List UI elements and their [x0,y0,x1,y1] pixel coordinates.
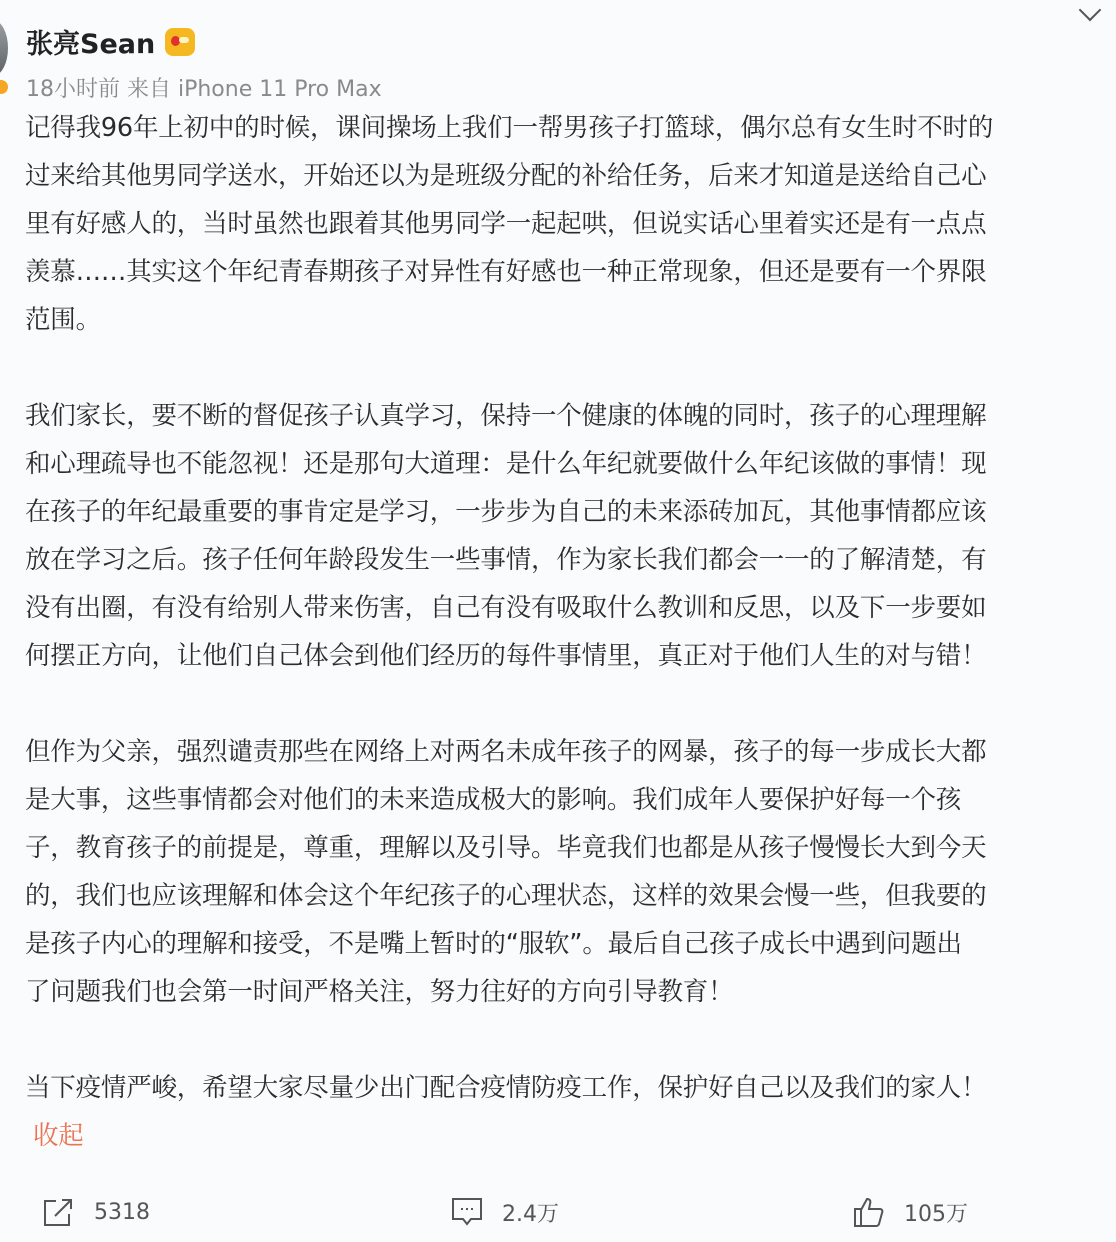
post-text-line: 是大事，这些事情都会对他们的未来造成极大的影响。我们成年人要保护好每一个孩 [25,785,962,815]
post-text-line: 和心理疏导也不能忽视！还是那句大道理：是什么年纪就要做什么年纪该做的事情！现 [25,449,987,479]
action-bar [0,1196,1116,1240]
thumbs-up-icon [852,1196,886,1228]
repost-count: 5318 [94,1199,150,1225]
author-row [26,22,195,61]
member-crown-icon [165,28,195,56]
chevron-down-icon[interactable] [1079,0,1102,21]
post-meta: 18小时前 来自 iPhone 11 Pro Max [26,77,382,102]
paragraph-gap [25,1016,1105,1064]
post-text-line: 是孩子内心的理解和接受，不是嘴上暂时的“服软”。最后自己孩子成长中遇到问题出 [25,929,962,959]
paragraph-gap [25,344,1105,392]
post-text-line: 里有好感人的，当时虽然也跟着其他男同学一起起哄，但说实话心里着实还是有一点点 [25,209,987,239]
post-text-line: 但作为父亲，强烈谴责那些在网络上对两名未成年孩子的网暴，孩子的每一步成长大都 [25,737,987,767]
post-text-line: 放在学习之后。孩子任何年龄段发生一些事情，作为家长我们都会一一的了解清楚，有 [25,545,987,575]
author-name[interactable]: 张亮Sean [26,29,156,60]
post-text-line: 没有出圈，有没有给别人带来伤害，自己有没有吸取什么教训和反思，以及下一步要如 [25,593,987,623]
post-text-line: 何摆正方向，让他们自己体会到他们经历的每件事情里，真正对于他们人生的对与错！ [25,641,987,671]
post-text-line: 我们家长，要不断的督促孩子认真学习，保持一个健康的体魄的同时，孩子的心理理解 [25,401,987,431]
post-text-line: 在孩子的年纪最重要的事肯定是学习，一步步为自己的未来添砖加瓦，其他事情都应该 [25,497,987,527]
post-text-line: 子，教育孩子的前提是，尊重，理解以及引导。毕竟我们也都是从孩子慢慢长大到今天 [25,833,987,863]
repost-button[interactable] [42,1196,150,1228]
paragraph-gap [25,680,1105,728]
comment-button[interactable] [450,1196,559,1228]
post-text-line: 范围。 [25,305,101,335]
post-text-line: 羡慕……其实这个年纪青春期孩子对异性有好感也一种正常现象，但还是要有一个界限 [25,257,987,287]
post-text-line: 记得我96年上初中的时候，课间操场上我们一帮男孩子打篮球，偶尔总有女生时不时的 [25,113,994,143]
collapse-link[interactable]: 收起 [33,1121,84,1151]
verified-badge-icon [0,80,8,94]
post-text-line: 过来给其他男同学送水，开始还以为是班级分配的补给任务，后来才知道是送给自己心 [25,161,987,191]
comment-icon [450,1196,484,1228]
post-body [25,104,1105,1160]
like-count: 105万 [904,1201,968,1227]
avatar[interactable] [0,20,8,76]
post-text-line: 当下疫情严峻，希望大家尽量少出门配合疫情防疫工作，保护好自己以及我们的家人！ [25,1073,987,1103]
like-button[interactable] [852,1196,968,1228]
comment-count: 2.4万 [502,1201,559,1227]
repost-icon [42,1196,76,1228]
post-text-line: 的，我们也应该理解和体会这个年纪孩子的心理状态，这样的效果会慢一些，但我要的 [25,881,987,911]
post-text-line: 了问题我们也会第一时间严格关注，努力往好的方向引导教育！ [25,977,734,1007]
